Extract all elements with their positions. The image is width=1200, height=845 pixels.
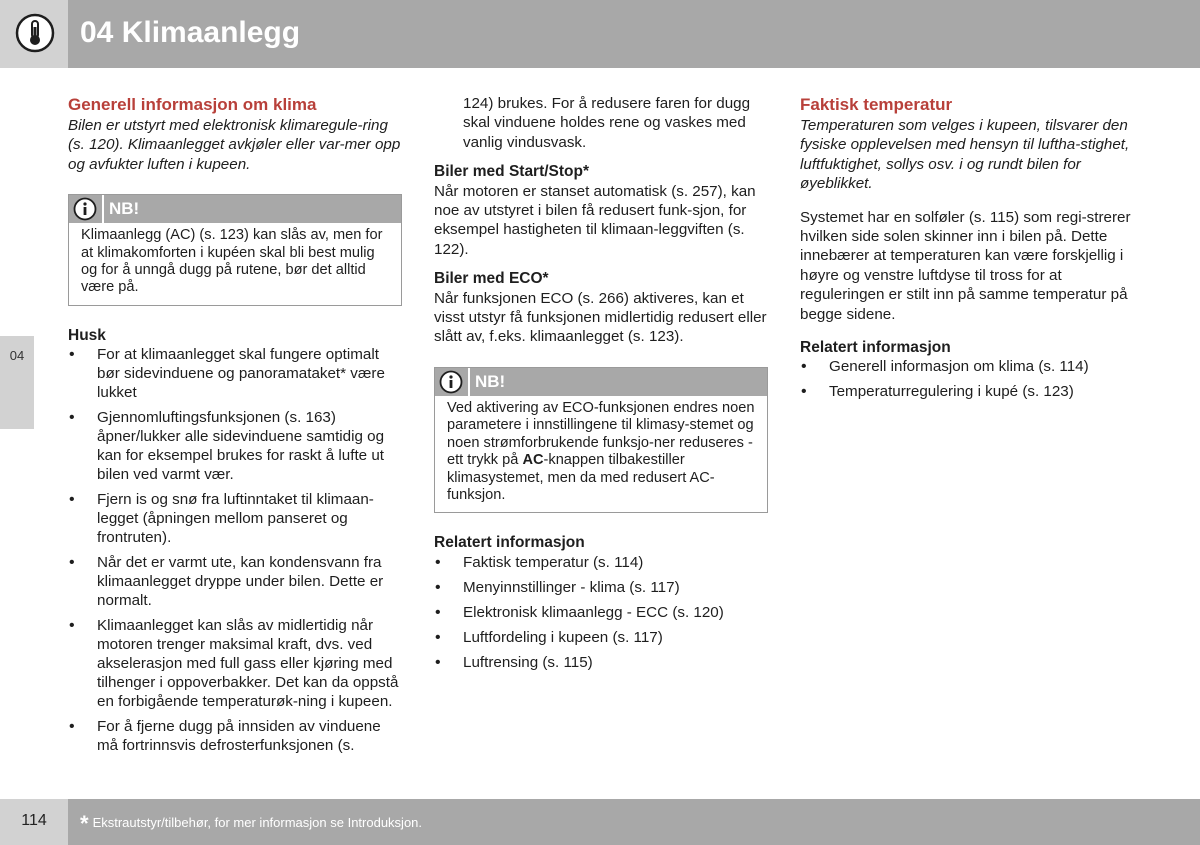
list-item: • For å fjerne dugg på innsiden av vinduene må fortrinnsvis defrosterfunksjonen (s. (68, 717, 402, 755)
paragraph-eco: Når funksjonen ECO (s. 266) aktiveres, kan et visst utstyr få funksjonen midlertidig redusert eller slått av, f.eks. klimaanlegget (s. 123). (434, 289, 767, 346)
section-intro-general: Bilen er utstyrt med elektronisk klimaregule-ring (s. 120). Klimaanlegget avkjøler eller var-mer opp og avfukter luften i kupeen. (68, 117, 401, 173)
note-label: NB! (109, 199, 140, 219)
list-item: • Når det er varmt ute, kan kondensvann fra klimaanlegget dryppe under bilen. Dette er normalt. (68, 553, 402, 610)
column-middle (434, 94, 768, 678)
related-link[interactable]: • Elektronisk klimaanlegg - ECC (s. 120) (434, 603, 768, 622)
related-link[interactable]: • Menyinnstillinger - klima (s. 117) (434, 578, 768, 597)
footnote-text: Ekstrautstyr/tilbehør, for mer informasjon se Introduksjon. (92, 815, 423, 830)
column-right (800, 94, 1134, 407)
related-link[interactable]: • Faktisk temperatur (s. 114) (434, 553, 768, 572)
section-intro-actual-temp: Temperaturen som velges i kupeen, tilsvarer den fysiske opplevelsen med hensyn til luftha-stighet, luftfuktighet, sollys osv. i og rundt bilen for øyeblikket. (800, 117, 1130, 193)
note-divider (102, 195, 104, 223)
footnote (80, 809, 422, 838)
related-link[interactable]: • Luftrensing (s. 115) (434, 653, 768, 672)
note-text: -knappen tilbakestiller klimasystemet, men da med redusert AC-funksjon. (447, 452, 715, 503)
subheading-related: Relatert informasjon (800, 339, 951, 357)
subheading-eco: Biler med ECO* (434, 270, 549, 288)
note-body (435, 396, 767, 512)
list-item: • Fjern is og snø fra luftinntaket til klimaan-legget (åpningen mellom panseret og frontruten). (68, 490, 402, 547)
related-link[interactable]: • Temperaturregulering i kupé (s. 123) (800, 382, 1134, 401)
subheading-start-stop: Biler med Start/Stop* (434, 163, 590, 181)
related-link[interactable]: • Generell informasjon om klima (s. 114) (800, 357, 1134, 376)
column-left (68, 94, 402, 761)
note-text: Ved aktivering av ECO-funksjonen endres noen parametere i innstillingene til klimasy-stemet og noen strømforbrukende funksjo-ner reduseres - ett trykk på (447, 399, 755, 469)
subheading-husk: Husk (68, 326, 106, 344)
related-list (800, 357, 1134, 401)
thermometer-icon (15, 13, 55, 53)
paragraph-start-stop: Når motoren er stanset automatisk (s. 257), kan noe av utstyret i bilen få redusert funk-sjon, for eksempel hastigheten til klimaan-leggviften (s. 122). (434, 182, 756, 258)
husk-list (68, 345, 402, 755)
list-item: • Klimaanlegget kan slås av midlertidig når motoren trenger maksimal kraft, dvs. ved akselerasjon med full gass eller kjøring med tilhenger i oppoverbakker. Det kan da oppstå en forbigående temperaturøk-ning i kupeen. (68, 616, 402, 711)
related-list (434, 553, 768, 672)
chapter-side-tab-label: 04 (9, 348, 25, 363)
list-item: • For at klimaanlegget skal fungere optimalt bør sidevinduene og panoramataket* være lukket (68, 345, 402, 402)
section-title-actual-temp: Faktisk temperatur (800, 95, 953, 114)
page-number: 114 (21, 812, 47, 829)
chapter-title: 04 Klimaanlegg (80, 16, 301, 49)
note-header (69, 195, 401, 223)
paragraph-sun-sensor: Systemet har en solføler (s. 115) som regi-strerer hvilken side solen skinner inn i bilen på. Dette innebærer at temperaturen kan være forskjellig i høyre og venstre luftdyse til tross for at reguleringen er stilt inn på samme temperatur på begge sidene. (800, 208, 1131, 323)
header-icon-box (0, 0, 68, 68)
list-item: • Gjennomluftingsfunksjonen (s. 163) åpner/lukker alle sidevinduene samtidig og kan for eksempel brukes for raskt å lufte ut bilen ved varmt vær. (68, 408, 402, 484)
note-text-bold: AC (522, 452, 544, 469)
note-label: NB! (475, 371, 506, 391)
info-icon (73, 197, 97, 221)
note-header (435, 368, 767, 396)
info-icon (439, 370, 463, 394)
bullet-continuation: 124) brukes. For å redusere faren for dugg skal vinduene holdes rene og vaskes med vanlig vindusvask. (463, 95, 751, 151)
note-box (68, 194, 402, 306)
note-box (434, 367, 768, 513)
subheading-related: Relatert informasjon (434, 534, 585, 552)
footnote-star: * (80, 811, 89, 836)
section-title-general: Generell informasjon om klima (68, 95, 317, 114)
note-divider (468, 368, 470, 396)
related-link[interactable]: • Luftfordeling i kupeen (s. 117) (434, 628, 768, 647)
note-body: Klimaanlegg (AC) (s. 123) kan slås av, men for at klimakomforten i kupéen skal bli best mulig og for å unngå dugg på rutene, bør det alltid være på. (81, 227, 383, 296)
